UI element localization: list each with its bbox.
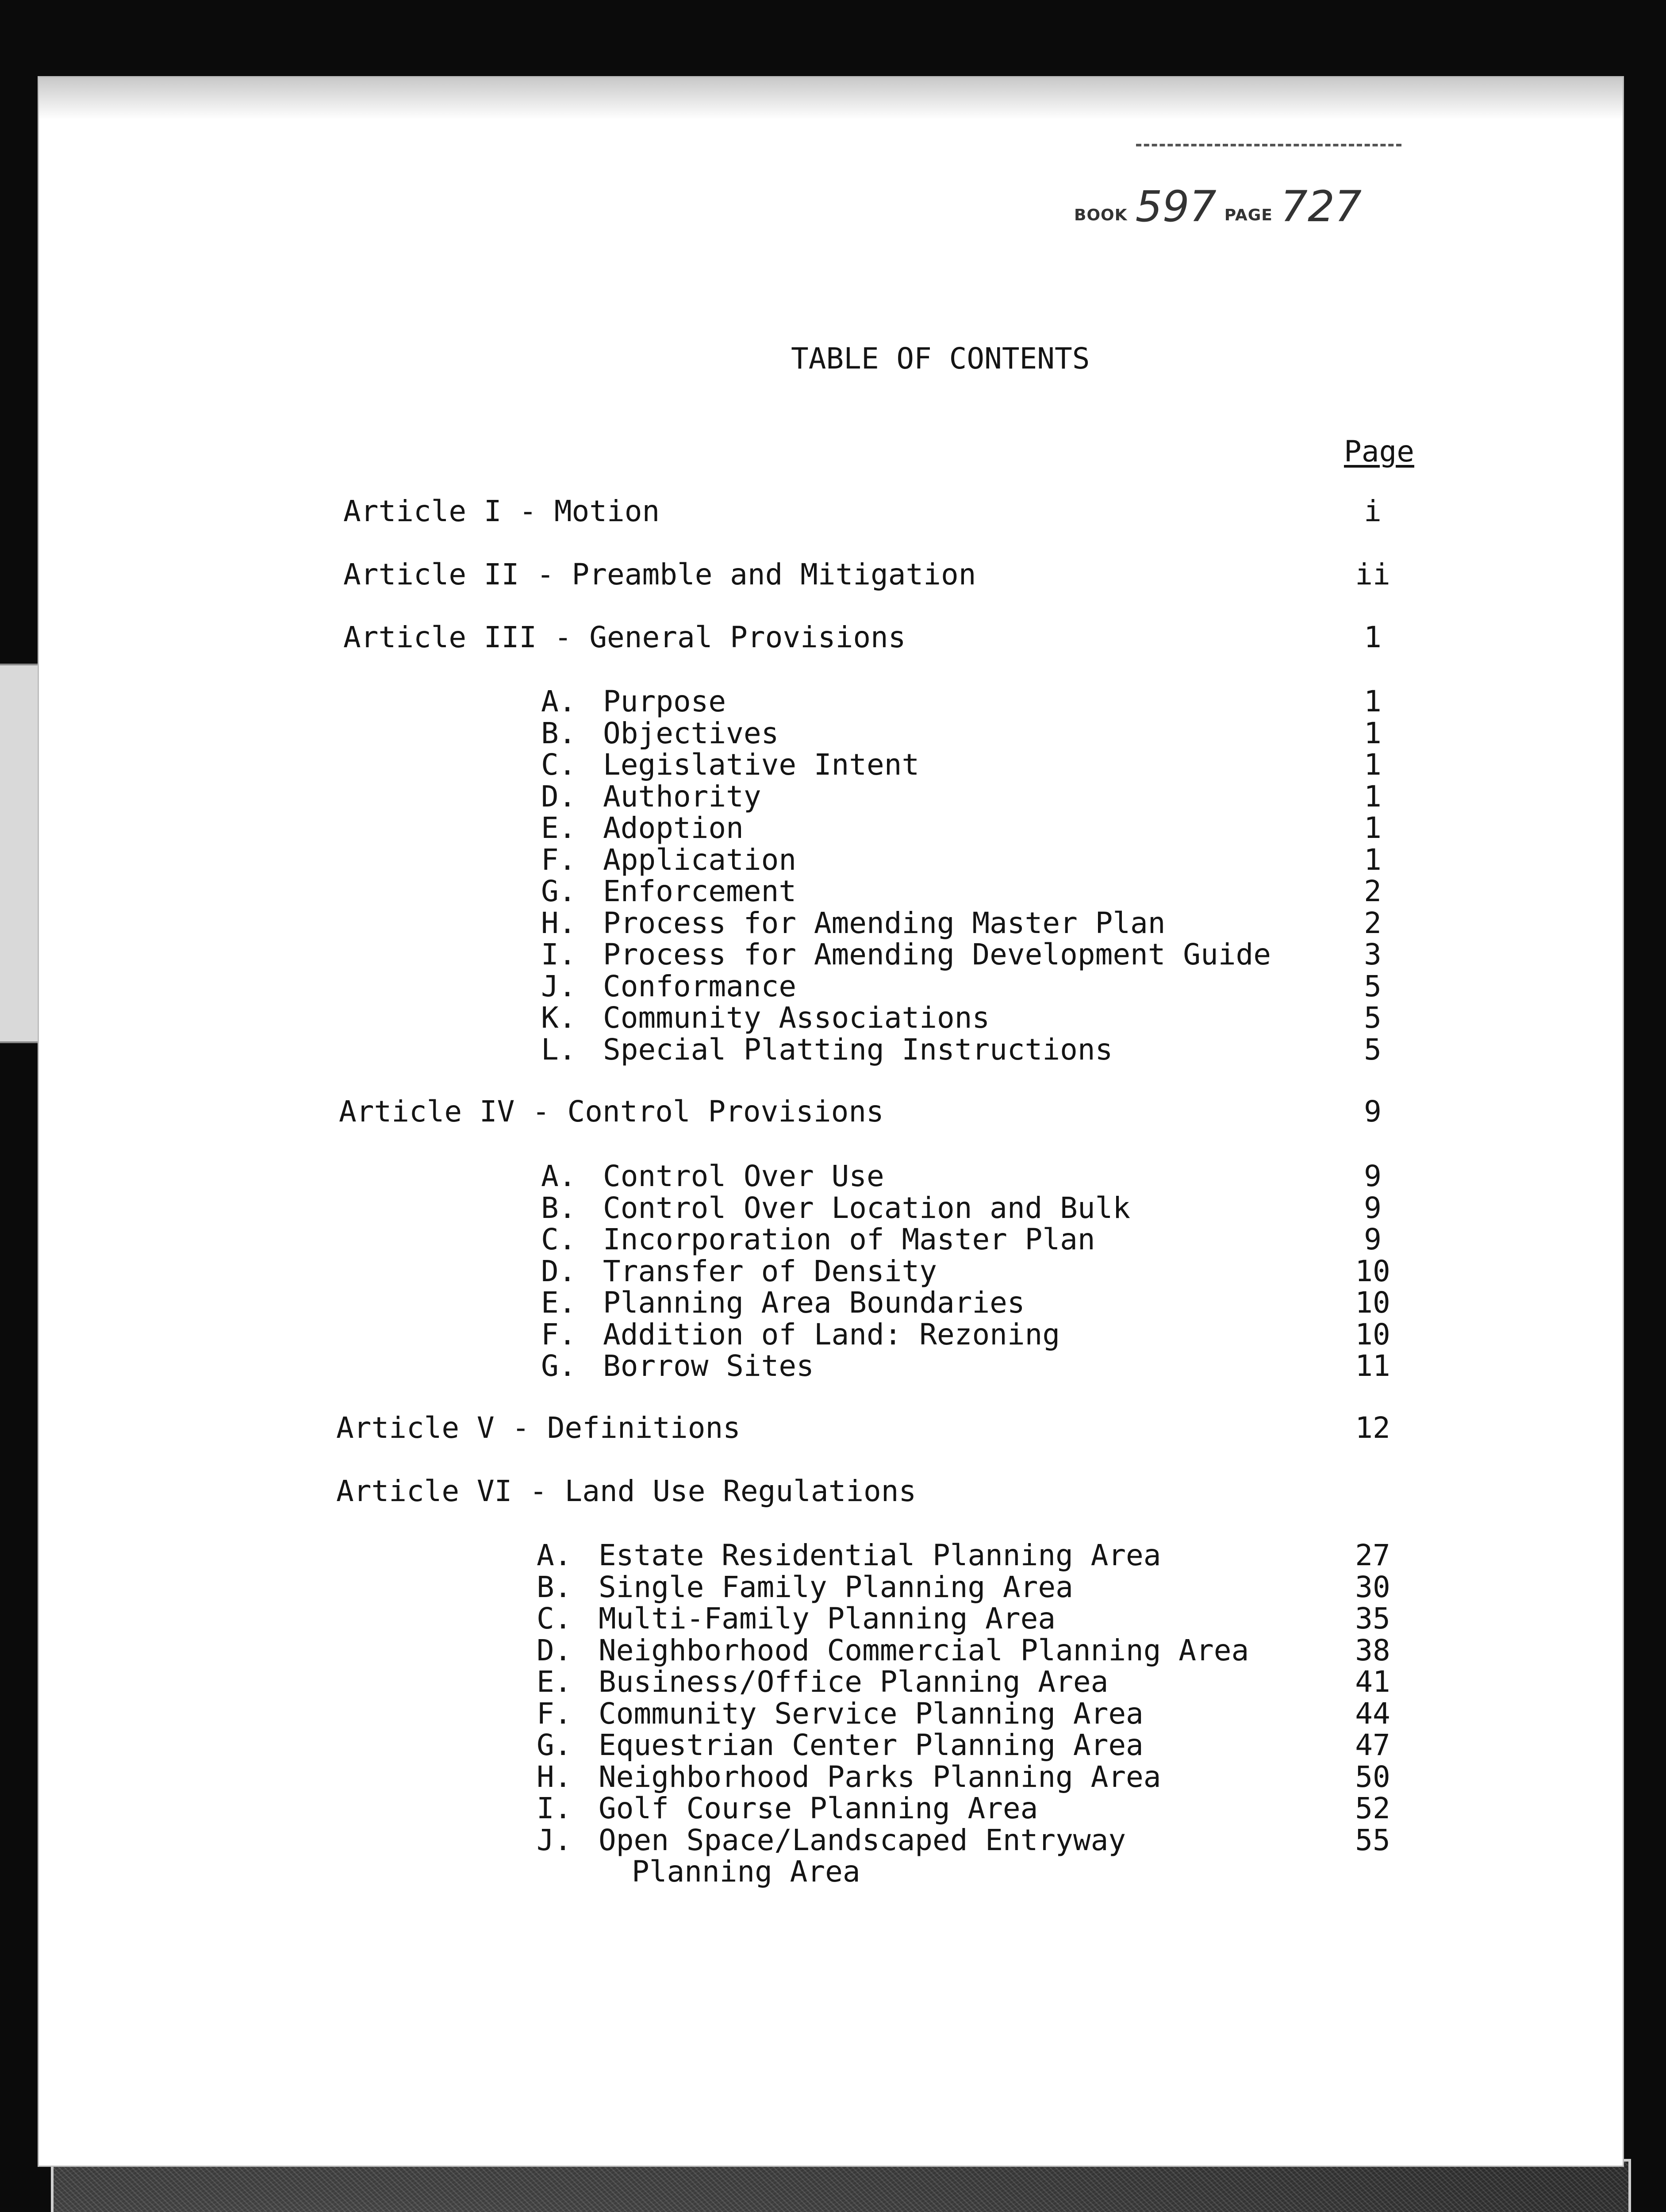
toc-article-i	[39, 495, 1455, 527]
toc-entry: B. Control Over Location and Bulk 9	[541, 1190, 1382, 1225]
toc-entry: I. Process for Amending Development Guide 3	[541, 937, 1382, 972]
toc-title: TABLE OF CONTENTS	[791, 342, 1090, 376]
page-scan-edge	[39, 77, 1623, 119]
toc-article-ii	[39, 559, 1455, 591]
stamp-page-number: 727	[1280, 182, 1362, 231]
toc-entry-continuation: Planning Area	[632, 1855, 860, 1889]
toc-article-iii	[39, 622, 1455, 653]
article-title: Article IV - Control Provisions	[339, 1094, 884, 1129]
toc-entry: B. Single Family Planning Area 30	[537, 1570, 1390, 1604]
scanned-paper-slip	[0, 664, 40, 1043]
article-page: ii	[1355, 557, 1390, 591]
article-title: Article VI - Land Use Regulations	[336, 1474, 917, 1508]
toc-article-vi	[39, 1475, 1455, 1507]
toc-entry: I. Golf Course Planning Area 52	[537, 1791, 1390, 1825]
article-page: 9	[1364, 1094, 1382, 1129]
stamp-page-label: PAGE	[1224, 206, 1273, 224]
article-title: Article I - Motion	[343, 494, 660, 528]
toc-entry: H. Process for Amending Master Plan 2	[541, 906, 1382, 940]
toc-entry: D. Authority 1	[541, 779, 1382, 814]
toc-entry: G. Borrow Sites 11	[541, 1349, 1390, 1383]
stamp-book-label: BOOK	[1074, 206, 1128, 224]
toc-entry: A. Purpose 1	[541, 684, 1382, 718]
toc-entry: L. Special Platting Instructions 5	[541, 1032, 1382, 1067]
article-title: Article III - General Provisions	[343, 620, 906, 654]
toc-entry: J. Conformance 5	[541, 969, 1382, 1003]
toc-entry: A. Estate Residential Planning Area 27	[537, 1538, 1390, 1572]
toc-entry: C. Legislative Intent 1	[541, 748, 1382, 782]
toc-section-article-iii	[39, 686, 1455, 1065]
toc-entry: F. Community Service Planning Area 44	[537, 1696, 1390, 1731]
article-title: Article II - Preamble and Mitigation	[343, 557, 976, 591]
toc-article-v	[39, 1412, 1455, 1444]
toc-entry: F. Application 1	[541, 842, 1382, 877]
article-page: 12	[1355, 1411, 1390, 1445]
toc-entry: D. Neighborhood Commercial Planning Area 38	[537, 1633, 1390, 1667]
toc-entry: K. Community Associations 5	[541, 1001, 1382, 1035]
toc-entry: E. Planning Area Boundaries 10	[541, 1286, 1390, 1320]
toc-entry: C. Multi-Family Planning Area 35	[537, 1601, 1390, 1636]
toc-entry: C. Incorporation of Master Plan 9	[541, 1222, 1382, 1256]
toc-entry: A. Control Over Use 9	[541, 1159, 1382, 1193]
stamp-marks	[1136, 144, 1401, 164]
document-page	[39, 77, 1623, 2166]
toc-entry: H. Neighborhood Parks Planning Area 50	[537, 1759, 1390, 1794]
page-column-heading: Page	[1344, 434, 1414, 469]
toc-entry: E. Adoption 1	[541, 811, 1382, 845]
toc-entry: F. Addition of Land: Rezoning 10	[541, 1317, 1390, 1352]
toc-article-iv	[39, 1096, 1455, 1128]
toc-entry: G. Enforcement 2	[541, 874, 1382, 908]
scanned-lower-area	[51, 2159, 1631, 2212]
article-title: Article V - Definitions	[336, 1411, 741, 1445]
article-page: i	[1364, 494, 1382, 528]
book-page-stamp	[1074, 179, 1362, 231]
toc-entry: B. Objectives 1	[541, 716, 1382, 750]
article-page: 1	[1364, 620, 1382, 654]
toc-entry: E. Business/Office Planning Area 41	[537, 1665, 1390, 1699]
toc-entry: J. Open Space/Landscaped Entryway 55	[537, 1823, 1390, 1857]
toc-section-article-vi	[39, 1540, 1455, 1888]
toc-entry: D. Transfer of Density 10	[541, 1254, 1390, 1288]
toc-entry: G. Equestrian Center Planning Area 47	[537, 1728, 1390, 1762]
stamp-book-number: 597	[1135, 182, 1217, 231]
toc-section-article-iv	[39, 1160, 1455, 1382]
